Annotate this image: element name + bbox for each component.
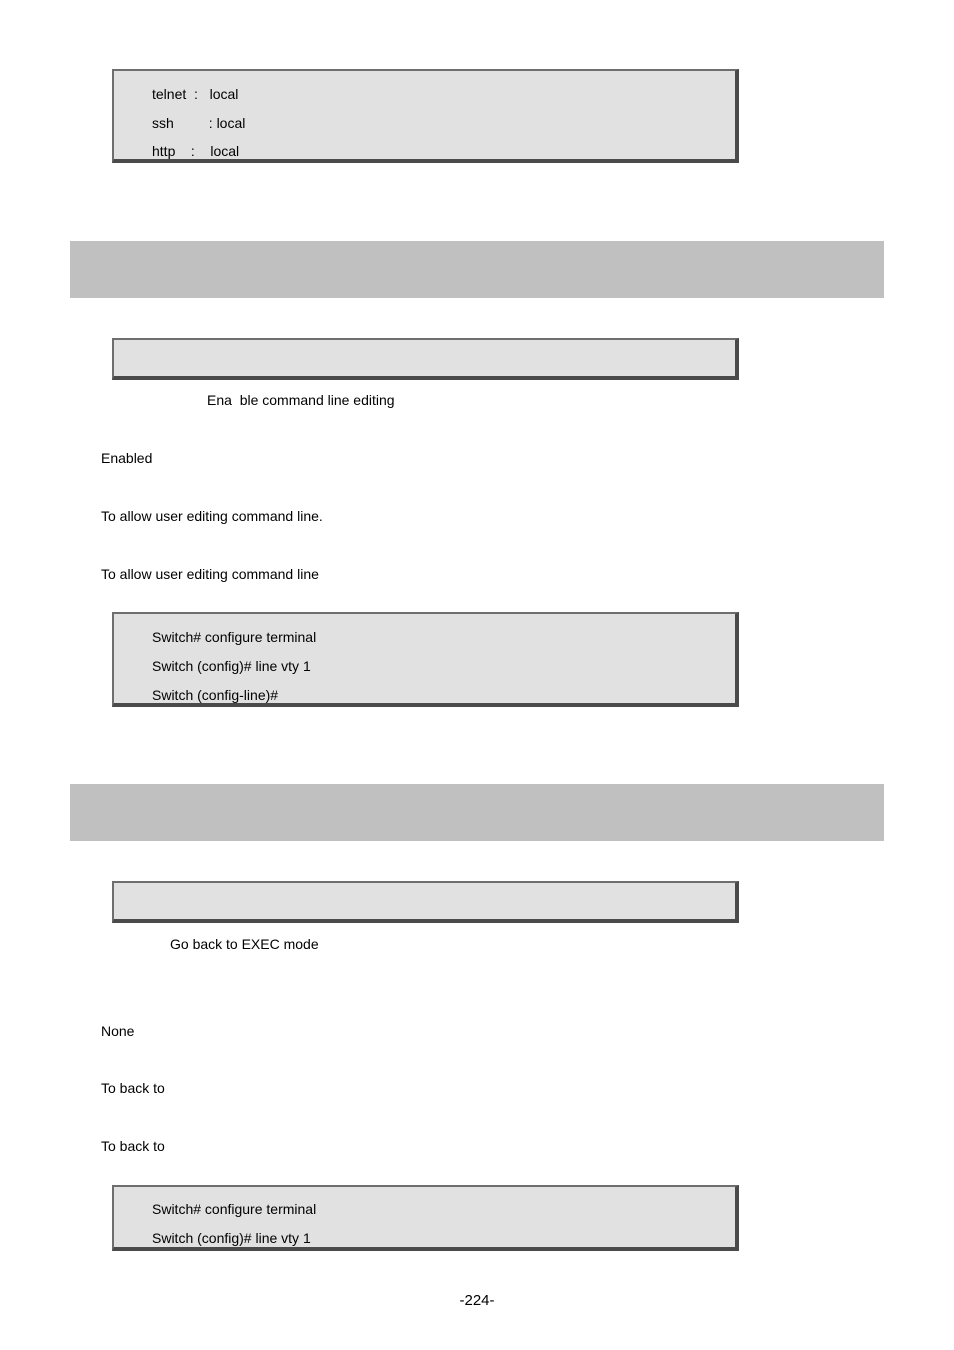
example-code-box	[112, 1185, 739, 1251]
default-value: None	[101, 1023, 135, 1039]
code-line: ssh : local	[152, 115, 246, 131]
default-value: Enabled	[101, 450, 153, 466]
example-code-box	[112, 612, 739, 707]
code-line: Switch (config-line)#	[152, 687, 279, 703]
code-line: telnet : local	[152, 86, 239, 102]
command-syntax-box	[112, 338, 739, 380]
code-line: Switch# configure terminal	[152, 629, 317, 645]
section-heading-band	[70, 241, 884, 298]
example-intro: To allow user editing command line	[101, 566, 319, 582]
code-line: Switch (config)# line vty 1	[152, 1230, 311, 1246]
code-box-login-methods	[112, 69, 739, 163]
code-line: http : local	[152, 143, 240, 159]
usage-text: To back to	[101, 1080, 165, 1096]
code-line: Switch# configure terminal	[152, 1201, 317, 1217]
code-line: Switch (config)# line vty 1	[152, 658, 311, 674]
page-number: -224-	[459, 1292, 495, 1309]
command-description: Ena ble command line editing	[207, 392, 395, 408]
section-heading-band	[70, 784, 884, 841]
command-description: Go back to EXEC mode	[170, 936, 319, 952]
usage-text: To allow user editing command line.	[101, 508, 323, 524]
command-syntax-box	[112, 881, 739, 923]
example-intro: To back to	[101, 1138, 165, 1154]
